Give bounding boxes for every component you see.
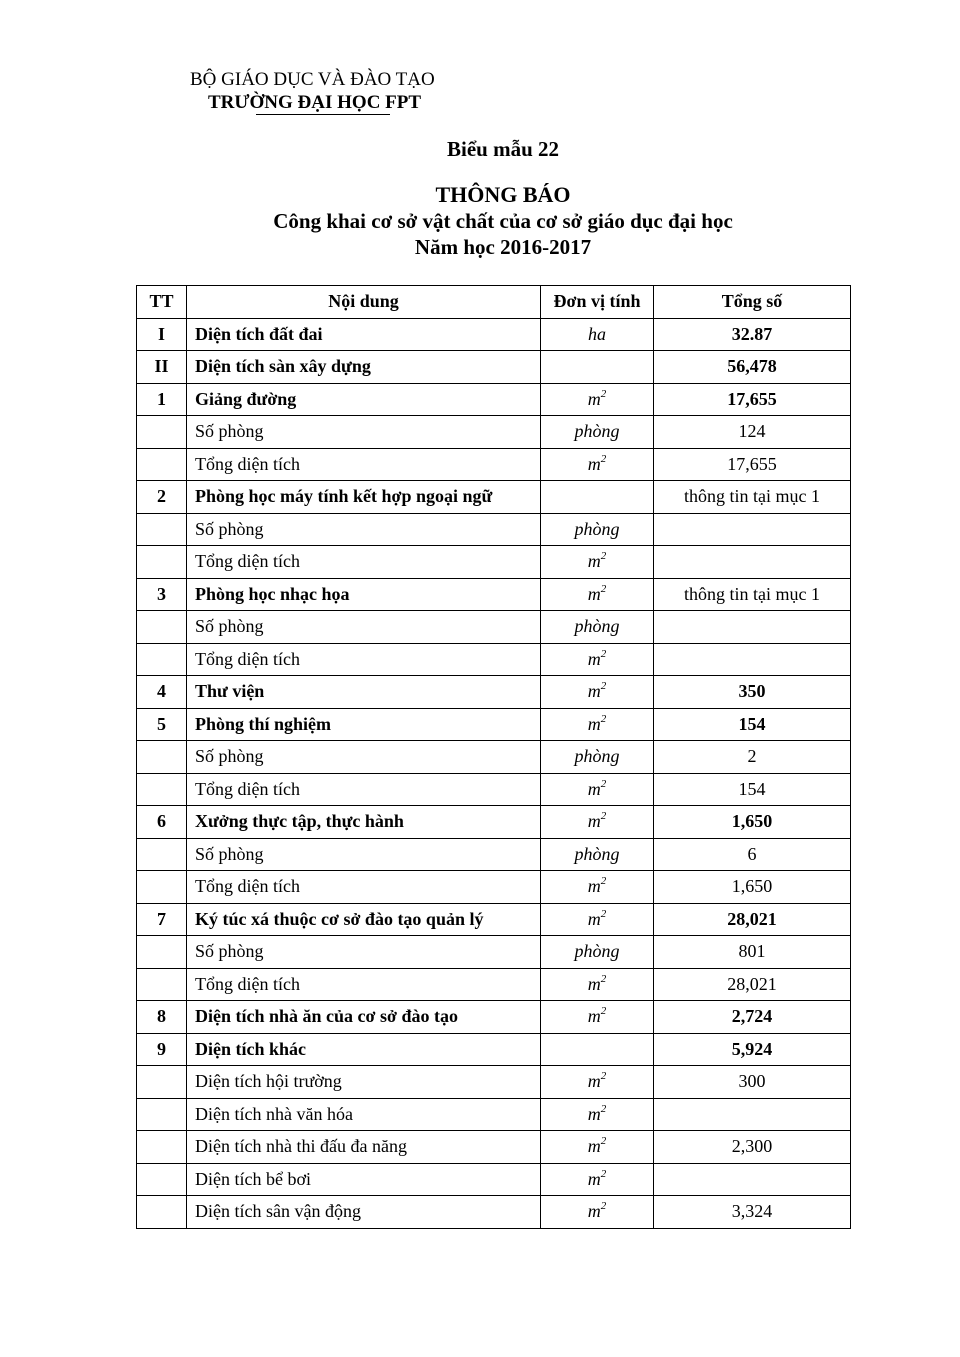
row-index	[137, 1131, 187, 1164]
row-total: 124	[654, 416, 851, 449]
row-index	[137, 1196, 187, 1229]
row-total: 1,650	[654, 806, 851, 839]
row-total: 28,021	[654, 968, 851, 1001]
table-row	[137, 1033, 851, 1066]
row-unit	[541, 903, 654, 936]
row-unit	[541, 1196, 654, 1229]
row-content: Tổng diện tích	[187, 448, 541, 481]
table-row	[137, 1163, 851, 1196]
table-row	[137, 708, 851, 741]
row-index: 9	[137, 1033, 187, 1066]
row-content: Phòng thí nghiệm	[187, 708, 541, 741]
row-content: Ký túc xá thuộc cơ sở đào tạo quản lý	[187, 903, 541, 936]
unit-superscript: 2	[600, 1200, 607, 1213]
row-index: 1	[137, 383, 187, 416]
row-unit	[541, 806, 654, 839]
unit-text: m	[587, 648, 601, 669]
row-unit	[541, 1163, 654, 1196]
row-total: 17,655	[654, 448, 851, 481]
table-row	[137, 1066, 851, 1099]
row-unit	[541, 871, 654, 904]
unit-text: m	[587, 778, 601, 799]
row-total: 17,655	[654, 383, 851, 416]
row-index: 8	[137, 1001, 187, 1034]
unit-text: phòng	[574, 746, 620, 767]
table-row	[137, 773, 851, 806]
row-total: 3,324	[654, 1196, 851, 1229]
table-row	[137, 806, 851, 839]
row-unit	[541, 1001, 654, 1034]
row-index	[137, 968, 187, 1001]
unit-superscript: 2	[600, 647, 607, 660]
row-total: 1,650	[654, 871, 851, 904]
table-body	[137, 318, 851, 1228]
row-content: Số phòng	[187, 936, 541, 969]
table-row	[137, 968, 851, 1001]
row-content: Xưởng thực tập, thực hành	[187, 806, 541, 839]
title-block	[0, 182, 960, 260]
unit-text: m	[587, 681, 601, 702]
row-total	[654, 1163, 851, 1196]
row-content: Số phòng	[187, 416, 541, 449]
table-row	[137, 416, 851, 449]
table-row	[137, 741, 851, 774]
row-content: Tổng diện tích	[187, 546, 541, 579]
row-unit	[541, 1033, 654, 1066]
unit-superscript: 2	[600, 1135, 607, 1148]
row-content: Số phòng	[187, 513, 541, 546]
row-index: 2	[137, 481, 187, 514]
row-content: Tổng diện tích	[187, 968, 541, 1001]
document-header	[190, 68, 435, 114]
unit-superscript: 2	[600, 972, 607, 985]
row-index	[137, 611, 187, 644]
unit-text: ha	[588, 323, 606, 344]
row-unit	[541, 351, 654, 384]
row-total: 28,021	[654, 903, 851, 936]
row-content: Tổng diện tích	[187, 773, 541, 806]
row-index: I	[137, 318, 187, 351]
row-unit	[541, 936, 654, 969]
row-unit	[541, 383, 654, 416]
header-tt: TT	[137, 286, 187, 319]
unit-text: m	[587, 1136, 601, 1157]
unit-text: phòng	[574, 616, 620, 637]
ministry-name: BỘ GIÁO DỤC VÀ ĐÀO TẠO	[190, 69, 435, 90]
row-unit	[541, 676, 654, 709]
row-unit	[541, 1098, 654, 1131]
row-unit	[541, 546, 654, 579]
row-content: Thư viện	[187, 676, 541, 709]
unit-text: m	[587, 583, 601, 604]
unit-text: m	[587, 453, 601, 474]
row-content: Tổng diện tích	[187, 643, 541, 676]
form-number: Biểu mẫu 22	[446, 137, 559, 161]
document-subtitle: Công khai cơ sở vật chất của cơ sở giáo dục đại học	[273, 209, 733, 233]
row-index: 6	[137, 806, 187, 839]
unit-text: m	[587, 1201, 601, 1222]
row-unit	[541, 773, 654, 806]
university-underline	[256, 114, 390, 115]
row-index	[137, 1066, 187, 1099]
row-content: Số phòng	[187, 611, 541, 644]
row-content: Phòng học nhạc họa	[187, 578, 541, 611]
facilities-table	[136, 285, 851, 1229]
row-content: Số phòng	[187, 838, 541, 871]
row-unit	[541, 741, 654, 774]
row-index	[137, 1163, 187, 1196]
unit-text: m	[587, 811, 601, 832]
row-content: Tổng diện tích	[187, 871, 541, 904]
row-content: Diện tích bể bơi	[187, 1163, 541, 1196]
unit-text: phòng	[574, 518, 620, 539]
university-name-text: TRƯỜNG ĐẠI HỌC FPT	[208, 92, 422, 113]
unit-text: m	[587, 388, 601, 409]
unit-text: phòng	[574, 941, 620, 962]
row-total: 6	[654, 838, 851, 871]
row-unit	[541, 513, 654, 546]
row-total: 2	[654, 741, 851, 774]
table-row	[137, 513, 851, 546]
table-row	[137, 676, 851, 709]
header-unit: Đơn vị tính	[541, 286, 654, 319]
unit-superscript: 2	[600, 777, 607, 790]
row-total: 32.87	[654, 318, 851, 351]
row-index: 4	[137, 676, 187, 709]
unit-superscript: 2	[600, 1005, 607, 1018]
row-unit	[541, 578, 654, 611]
row-index	[137, 773, 187, 806]
unit-superscript: 2	[600, 1167, 607, 1180]
table-row	[137, 351, 851, 384]
row-total	[654, 513, 851, 546]
table-row	[137, 448, 851, 481]
row-content: Diện tích khác	[187, 1033, 541, 1066]
table-row	[137, 318, 851, 351]
row-content: Phòng học máy tính kết hợp ngoại ngữ	[187, 481, 541, 514]
table-row	[137, 546, 851, 579]
unit-text: m	[587, 551, 601, 572]
unit-text: m	[587, 713, 601, 734]
row-total: 2,300	[654, 1131, 851, 1164]
table-row	[137, 871, 851, 904]
row-total: 350	[654, 676, 851, 709]
row-content: Diện tích nhà ăn của cơ sở đào tạo	[187, 1001, 541, 1034]
table-row	[137, 1098, 851, 1131]
row-index	[137, 936, 187, 969]
row-index	[137, 871, 187, 904]
row-index	[137, 1098, 187, 1131]
row-total	[654, 611, 851, 644]
unit-text: m	[587, 876, 601, 897]
table-row	[137, 383, 851, 416]
row-index	[137, 416, 187, 449]
header-content: Nội dung	[187, 286, 541, 319]
table-row	[137, 903, 851, 936]
row-unit	[541, 968, 654, 1001]
university-name	[190, 91, 435, 114]
row-index	[137, 741, 187, 774]
row-index: 3	[137, 578, 187, 611]
unit-text: m	[587, 973, 601, 994]
unit-superscript: 2	[600, 680, 607, 693]
unit-superscript: 2	[600, 452, 607, 465]
row-total: 300	[654, 1066, 851, 1099]
row-content: Diện tích sàn xây dựng	[187, 351, 541, 384]
table-header-row	[137, 286, 851, 319]
row-total: thông tin tại mục 1	[654, 578, 851, 611]
table-row	[137, 936, 851, 969]
unit-superscript: 2	[600, 582, 607, 595]
row-content: Diện tích nhà văn hóa	[187, 1098, 541, 1131]
unit-superscript: 2	[600, 1070, 607, 1083]
unit-text: m	[587, 1168, 601, 1189]
unit-superscript: 2	[600, 712, 607, 725]
row-index: II	[137, 351, 187, 384]
unit-superscript: 2	[600, 1102, 607, 1115]
row-content: Giảng đường	[187, 383, 541, 416]
row-content: Số phòng	[187, 741, 541, 774]
unit-text: m	[587, 908, 601, 929]
unit-text: m	[587, 1071, 601, 1092]
row-content: Diện tích hội trường	[187, 1066, 541, 1099]
row-unit	[541, 708, 654, 741]
row-total	[654, 643, 851, 676]
header-total: Tổng số	[654, 286, 851, 319]
row-unit	[541, 1066, 654, 1099]
table-row	[137, 1131, 851, 1164]
table-row	[137, 643, 851, 676]
row-unit	[541, 416, 654, 449]
row-total	[654, 546, 851, 579]
row-unit	[541, 611, 654, 644]
row-unit	[541, 838, 654, 871]
row-unit	[541, 318, 654, 351]
unit-superscript: 2	[600, 810, 607, 823]
unit-superscript: 2	[600, 550, 607, 563]
row-unit	[541, 481, 654, 514]
unit-text: m	[587, 1103, 601, 1124]
unit-text: phòng	[574, 421, 620, 442]
row-content: Diện tích sân vận động	[187, 1196, 541, 1229]
row-unit	[541, 643, 654, 676]
table-row	[137, 838, 851, 871]
unit-superscript: 2	[600, 387, 607, 400]
row-index	[137, 513, 187, 546]
row-unit	[541, 448, 654, 481]
table-row	[137, 578, 851, 611]
unit-text: m	[587, 1006, 601, 1027]
unit-text: phòng	[574, 843, 620, 864]
academic-year: Năm học 2016-2017	[414, 235, 592, 259]
row-content: Diện tích nhà thi đấu đa năng	[187, 1131, 541, 1164]
unit-superscript: 2	[600, 875, 607, 888]
row-unit	[541, 1131, 654, 1164]
row-content: Diện tích đất đai	[187, 318, 541, 351]
row-index	[137, 838, 187, 871]
document-title: THÔNG BÁO	[435, 182, 571, 207]
table-row	[137, 1196, 851, 1229]
row-total: 154	[654, 708, 851, 741]
row-total: 2,724	[654, 1001, 851, 1034]
row-total	[654, 1098, 851, 1131]
row-index	[137, 546, 187, 579]
table-row	[137, 611, 851, 644]
row-index: 5	[137, 708, 187, 741]
row-total: thông tin tại mục 1	[654, 481, 851, 514]
table-row	[137, 481, 851, 514]
unit-superscript: 2	[600, 907, 607, 920]
row-index	[137, 448, 187, 481]
row-total: 56,478	[654, 351, 851, 384]
row-index: 7	[137, 903, 187, 936]
table-row	[137, 1001, 851, 1034]
row-total: 154	[654, 773, 851, 806]
row-index	[137, 643, 187, 676]
row-total: 5,924	[654, 1033, 851, 1066]
row-total: 801	[654, 936, 851, 969]
